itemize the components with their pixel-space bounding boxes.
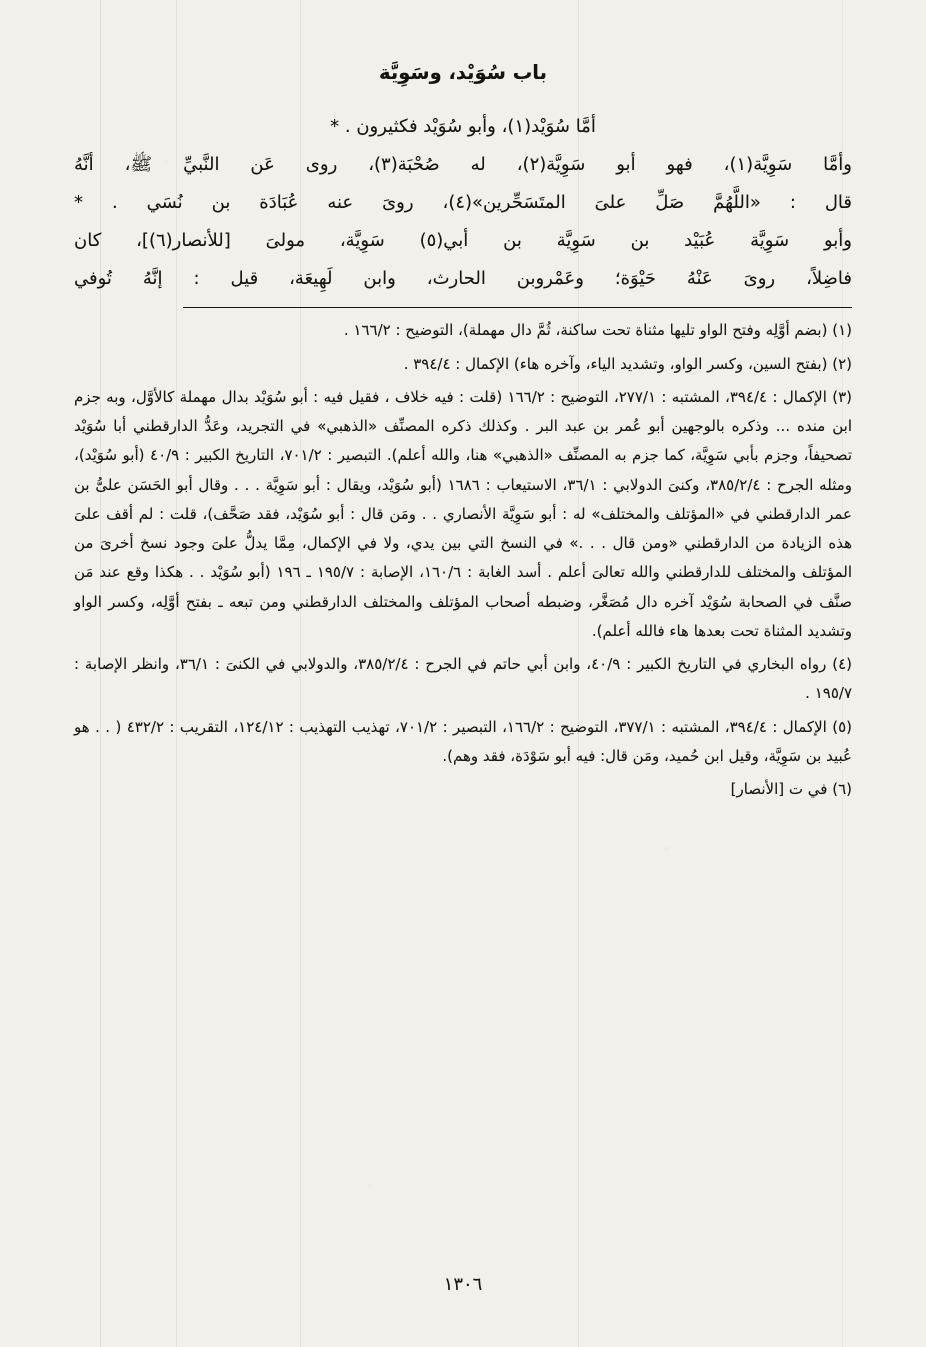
footnote-text: في ت [الأنصار] (730, 780, 828, 798)
footnote-number: (٥) (832, 717, 852, 736)
footnote-text: رواه البخاري في التاريخ الكبير : ٤٠/٩، وابن أبي حاتم في الجرح : ٣٨٥/٢/٤، والدولابي في الكنىَ : ٣٦/١، وانظر الإصابة : ١٩٥/٧ . (74, 655, 852, 703)
body-line: قال : «اللَّهُمَّ صَلِّ علىَ المتَسَحِّرين»(٤)، روىَ عنه عُبَادَة بن نُسَي . * (74, 192, 852, 214)
footnote-number: (٤) (832, 655, 852, 673)
footnote-text: (بضم أوَّلِه وفتح الواو تليها مثناة تحت ساكنة، ثُمَّ دال مهملة)، التوضيح : ١٦٦/٢ . (343, 321, 828, 340)
footnote-item (74, 713, 852, 772)
footnote-item (74, 316, 852, 345)
footnote-item (74, 650, 852, 709)
body-line: أمَّا سُوَيْد(١)، وأبو سُوَيْد فكثيرون . * (330, 116, 596, 138)
footnote-divider (183, 307, 852, 308)
body-line: وأمَّا سَوِيَّة(١)، فهو أبو سَوِيَّة(٢)، له صُحْبَة(٣)، روى عَن النَّبيِّ ﷺ، أنَّهُ (74, 154, 852, 176)
page-number: ١٣٠٦ (443, 1274, 483, 1295)
footnote-number: (٢) (832, 354, 852, 373)
footnote-item (74, 383, 852, 646)
footnote-item (74, 775, 852, 804)
body-line: وأبو سَوِيَّة عُبَيْد بن سَوِيَّة بن أبي(٥) سَوِيَّة، مولىَ [للأنصار(٦)]، كان (74, 230, 852, 252)
body-line: فاضِلاً، روىَ عَنْهُ حَيْوَة؛ وعَمْروبن الحارث، وابن لَهِيعَة، قيل : إنَّهُ تُوفي (74, 268, 852, 290)
footnote-text: (بفتح السين، وكسر الواو، وتشديد الياء، وآخره هاء) الإكمال : ٣٩٤/٤ . (403, 354, 828, 373)
footnote-text: الإكمال : ٣٩٤/٤، المشتبه : ٣٧٧/١، التوضيح : ١٦٦/٢، التبصير : ٧٠١/٢، تهذيب التهذيب : ١٢٤/١٢، التقريب : ٤٣٢/٢ ( . . هو عُبيد بن سَوِيَّة، وقيل ابن حُميد، ومَن قال: فيه أبو سَوْدَة، فقد وهم). (74, 717, 852, 765)
page-content (74, 58, 852, 1307)
footnote-number: (٦) (832, 780, 852, 798)
footnote-text: الإكمال : ٣٩٤/٤، المشتبه : ٢٧٧/١، التوضيح : ١٦٦/٢ (قلت : فيه خلاف ، فقيل فيه : أبو سُوَيْد بدال مهملة كالأوَّل، وبه جزم ابن منده ... وذكره بالوجهين أبو عُمر بن عبد البر . وكذلك ذكره المصنِّف «الذهبي» في التجريد، وعَدُّ الدارقطني أبا سُوَيْد تصحيفاً، وجزم بأبي سَوِيَّة، كما جزم به المصنِّف «الذهبي» هنا، والله أعلم). التبصير : ٧٠١/٢، التاريخ الكبير : ٤٠/٩ (أبو سُوَيْد)، ومثله الجرح : ٣٨٥/٢/٤، وكنىَ الدولابي : ٣٦/١، الاستيعاب : ١٦٨٦ (أبو سُوَيْد، ويقال : أبو سَوِيَّة . . . وقال أبو الحَسَن علىُّ بن عمر الدارقطني في «المؤتلف والمختلف» له : أبو سَوِيَّة الأنصاري . . ومَن قال : أبو سُوَيْد، فقد صَحَّف)، قلت : لم أقف علىَ هذه الزيادة من الدارقطني «ومن قال . . .» في النسخ التي بين يدي، ولا في الإكمال، مِمَّا يدلُّ علىَ وجود نسخ أخرىَ من المؤتلف والمختلف للدارقطني والله تعالىَ أعلم . أسد الغابة : ١٦٠/٦، الإصابة : ١٩٥/٧ ـ ١٩٦ (أبو سُوَيْد . . هكذا وقع عند مَن صنَّف في الصحابة سُوَيْد آخره دال مُصَغَّر، وضبطه أصحاب المؤتلف والمختلف الدارقطني ومن تبعه ـ بفتح أوَّلِه، وكسر الواو وتشديد المثناة تحت بعدها هاء فالله أعلم). (74, 387, 852, 640)
main-text (74, 109, 852, 297)
footnote-item (74, 350, 852, 379)
page-title: باب سُوَيْد، وسَوِيَّة (379, 61, 547, 84)
footnote-number: (٣) (832, 387, 853, 406)
footnote-number: (١) (832, 321, 852, 340)
footnotes (74, 316, 852, 804)
